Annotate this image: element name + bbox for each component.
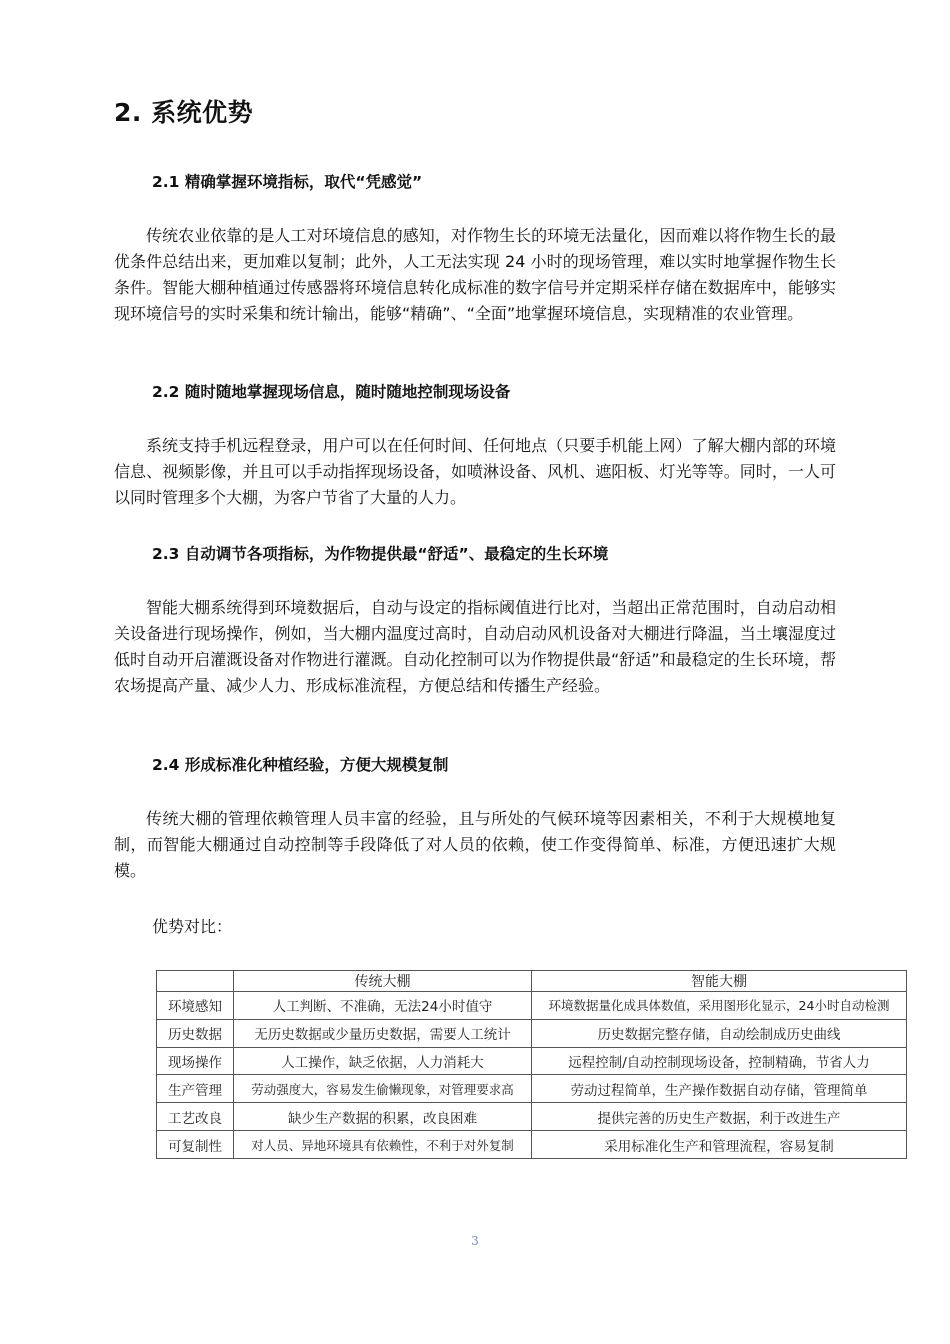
table-row — [157, 1075, 907, 1103]
table-cell: 可复制性 — [157, 1131, 234, 1159]
comparison-table — [156, 970, 907, 1159]
table-cell: 劳动过程简单，生产操作数据自动存储，管理简单 — [532, 1075, 907, 1103]
table-header-cell: 传统大棚 — [234, 971, 532, 992]
table-cell: 劳动强度大，容易发生偷懒现象，对管理要求高 — [234, 1075, 532, 1103]
paragraph-2-2: 系统支持手机远程登录，用户可以在任何时间、任何地点（只要手机能上网）了解大棚内部的环境信息、视频影像，并且可以手动指挥现场设备，如喷淋设备、风机、遮阳板、灯光等等。同时，一人可以同时管理多个大棚，为客户节省了大量的人力。 — [114, 436, 836, 507]
table-cell: 生产管理 — [157, 1075, 234, 1103]
table-cell: 远程控制/自动控制现场设备，控制精确，节省人力 — [532, 1047, 907, 1075]
table-cell: 历史数据 — [157, 1019, 234, 1047]
table-cell: 对人员、异地环境具有依赖性，不利于对外复制 — [234, 1131, 532, 1159]
page-number: 3 — [471, 1234, 479, 1248]
paragraph-2-3: 智能大棚系统得到环境数据后，自动与设定的指标阈值进行比对，当超出正常范围时，自动启动相关设备进行现场操作，例如，当大棚内温度过高时，自动启动风机设备对大棚进行降温，当土壤湿度过低时自动开启灌溉设备对作物进行灌溉。自动化控制可以为作物提供最“舒适”和最稳定的生长环境，帮农场提高产量、减少人力、形成标准流程，方便总结和传播生产经验。 — [114, 598, 836, 695]
paragraph-2-1: 传统农业依靠的是人工对环境信息的感知，对作物生长的环境无法量化，因而难以将作物生长的最优条件总结出来，更加难以复制；此外，人工无法实现 24 小时的现场管理，难以实时地掌握作物生长条件。智能大棚种植通过传感器将环境信息转化成标准的数字信号并定期采样存储在数据库中，能够实现环境信号的实时采集和统计输出，能够“精确”、“全面”地掌握环境信息，实现精准的农业管理。 — [114, 226, 836, 323]
table-cell: 无历史数据或少量历史数据，需要人工统计 — [234, 1019, 532, 1047]
subsection-heading-2-3: 2.3 自动调节各项指标，为作物提供最“舒适”、最稳定的生长环境 — [152, 545, 609, 563]
table-cell: 采用标准化生产和管理流程，容易复制 — [532, 1131, 907, 1159]
table-header-row — [157, 971, 907, 992]
table-cell: 人工判断、不准确，无法24小时值守 — [234, 992, 532, 1020]
section-title: 2. 系统优势 — [114, 98, 254, 127]
table-row — [157, 992, 907, 1020]
table-cell: 缺少生产数据的积累，改良困难 — [234, 1103, 532, 1131]
table-cell: 历史数据完整存储，自动绘制成历史曲线 — [532, 1019, 907, 1047]
paragraph-2-4: 传统大棚的管理依赖管理人员丰富的经验，且与所处的气候环境等因素相关，不利于大规模地复制，而智能大棚通过自动控制等手段降低了对人员的依赖，使工作变得简单、标准，方便迅速扩大规模。 — [114, 809, 836, 880]
subsection-heading-2-1: 2.1 精确掌握环境指标，取代“凭感觉” — [152, 173, 423, 191]
comparison-label: 优势对比： — [152, 917, 233, 936]
table-row — [157, 1103, 907, 1131]
table-cell: 工艺改良 — [157, 1103, 234, 1131]
table-cell: 提供完善的历史生产数据，利于改进生产 — [532, 1103, 907, 1131]
table-cell: 环境数据量化成具体数值，采用图形化显示，24小时自动检测 — [532, 992, 907, 1020]
table-header-cell: 智能大棚 — [532, 971, 907, 992]
table-row — [157, 1019, 907, 1047]
table-row — [157, 1131, 907, 1159]
table-cell: 环境感知 — [157, 992, 234, 1020]
table-cell: 人工操作，缺乏依据，人力消耗大 — [234, 1047, 532, 1075]
subsection-heading-2-2: 2.2 随时随地掌握现场信息，随时随地控制现场设备 — [152, 383, 511, 401]
subsection-heading-2-4: 2.4 形成标准化种植经验，方便大规模复制 — [152, 756, 449, 774]
table-cell: 现场操作 — [157, 1047, 234, 1075]
table-header-cell — [157, 971, 234, 992]
table-row — [157, 1047, 907, 1075]
